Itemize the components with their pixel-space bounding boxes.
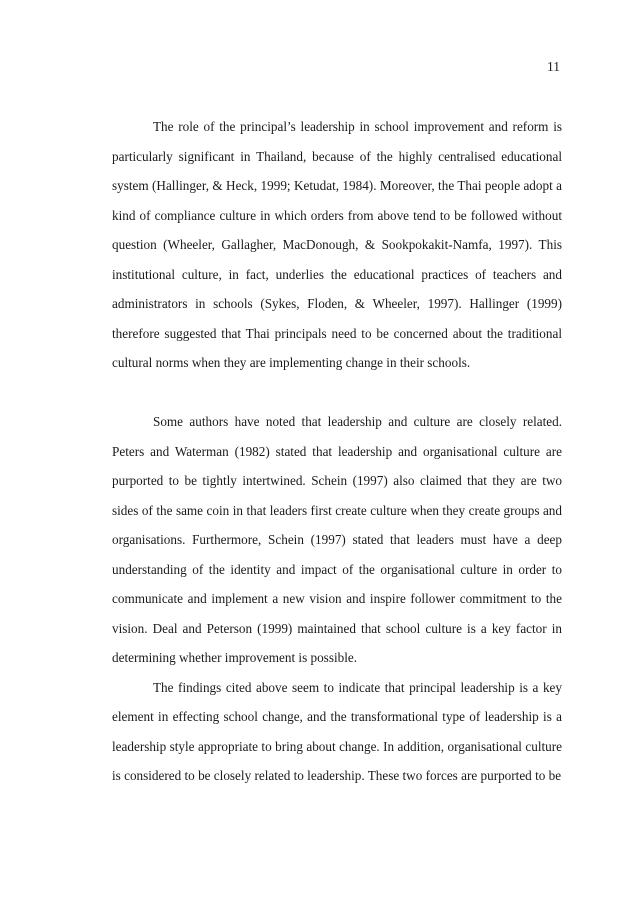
body-text bbox=[112, 112, 562, 791]
page-number: 11 bbox=[547, 59, 560, 74]
paragraph-leadership-culture-relation: Some authors have noted that leadership and culture are closely related. Peters and Waterman (1982) stated that leadership and organisational culture are purported to be tightly intertwined. Schein (1997) also claimed that they are two sides of the same coin in that leaders first create culture when they create groups and organisations. Furthermore, Schein (1997) stated that leaders must have a deep understanding of the identity and impact of the organisational culture in order to communicate and implement a new vision and inspire follower commitment to the vision. Deal and Peterson (1999) maintained that school culture is a key factor in determining whether improvement is possible. bbox=[112, 414, 562, 665]
paragraph-principal-leadership-thailand: The role of the principal’s leadership in school improvement and reform is particularly significant in Thailand, because of the highly centralised educational system (Hallinger, & Heck, 1999; Ketudat, 1984). Moreover, the Thai people adopt a kind of compliance culture in which orders from above tend to be followed without question (Wheeler, Gallagher, MacDonough, & Sookpokakit-Namfa, 1997). This institutional culture, in fact, underlies the educational practices of teachers and administrators in schools (Sykes, Floden, & Wheeler, 1997). Hallinger (1999) therefore suggested that Thai principals need to be concerned about the traditional cultural norms when they are implementing change in their schools. bbox=[112, 119, 562, 370]
paragraph-findings-summary: The findings cited above seem to indicate that principal leadership is a key element in effecting school change, and the transformational type of leadership is a leadership style appropriate to bring about change. In addition, organisational culture is considered to be closely related to leadership. These two forces are purported to be bbox=[112, 679, 562, 783]
